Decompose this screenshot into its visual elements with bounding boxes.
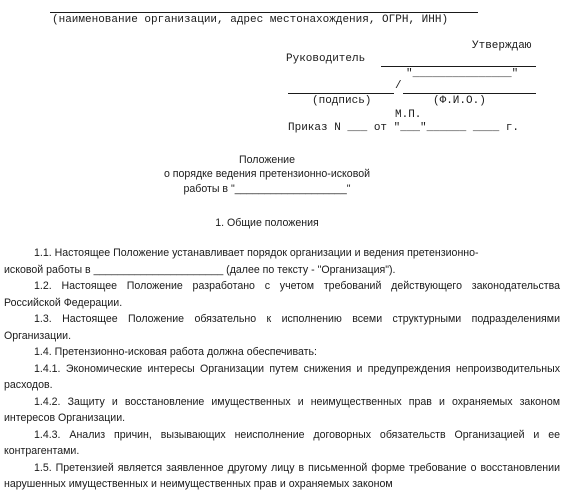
- head-label: Руководитель: [286, 53, 366, 65]
- section-heading: 1. Общие положения: [215, 217, 319, 229]
- clause-1-4-2: 1.4.2. Защиту и восстановление имущественных и неимущественных прав и охраняемых законом интересов Организации.: [4, 395, 560, 424]
- section-body: [4, 245, 560, 493]
- head-line: [381, 66, 536, 67]
- signature-label: (подпись): [312, 95, 372, 107]
- clause-1-5: 1.5. Претензией является заявленное другому лицу в письменной форме требование о восстановлении нарушенных имущественных и неимущественных прав и охраняемых законом: [4, 461, 560, 490]
- sign-slash: /: [395, 80, 402, 92]
- doc-subtitle: о порядке ведения претензионно-исковой: [163, 168, 371, 180]
- org-line: [50, 12, 478, 13]
- fio-label: (Ф.И.О.): [433, 95, 486, 107]
- doc-subtitle-org: работы в "___________________": [183, 183, 351, 195]
- clause-1-3: 1.3. Настоящее Положение обязательно к исполнению всеми структурными подразделениями Организации.: [4, 313, 560, 342]
- clause-1-2: 1.2. Настоящее Положение разработано с учетом требований действующего законодательства Российской Федерации.: [4, 280, 560, 309]
- clause-1-4-1: 1.4.1. Экономические интересы Организации путем снижения и предупреждения непроизводительных расходов.: [4, 362, 560, 391]
- clause-1-4-3: 1.4.3. Анализ причин, вызывающих неисполнение договорных обязательств Организацией и ее контрагентами.: [4, 428, 560, 457]
- order-line: Приказ N ___ от "___"______ ____ г.: [288, 122, 520, 134]
- org-line-label: (наименование организации, адрес местонахождения, ОГРН, ИНН): [52, 14, 449, 26]
- approve-label: Утверждаю: [472, 40, 532, 52]
- signature-line: [288, 93, 394, 94]
- clause-1-4: 1.4. Претензионно-исковая работа должна обеспечивать:: [34, 346, 317, 358]
- head-quote-blank: "_______________": [406, 68, 519, 80]
- clause-1-1a: 1.1. Настоящее Положение устанавливает порядок организации и ведения претензионно-: [34, 247, 479, 259]
- stamp-label: М.П.: [395, 109, 422, 121]
- clause-1-1b: исковой работы в ______________________ (далее по тексту - "Организация").: [4, 263, 396, 276]
- doc-title: Положение: [239, 154, 295, 166]
- fio-line: [403, 93, 536, 94]
